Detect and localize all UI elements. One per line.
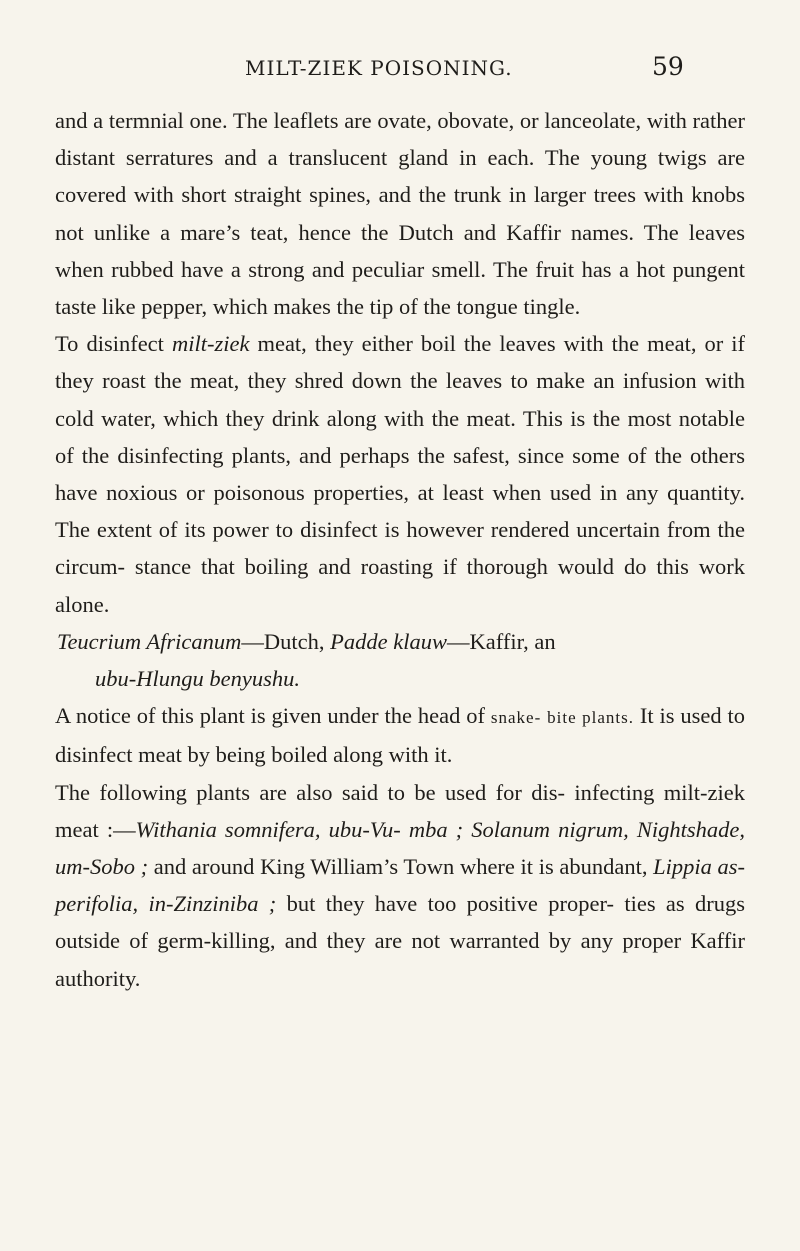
text-line: when used in any quantity. The extent of its power to	[55, 480, 745, 543]
text-fragment: infecting milt-ziek meat :—	[55, 779, 746, 842]
text-fragment: meat, they either boil the leaves with	[249, 331, 604, 357]
running-head-title: MILT-ZIEK POISONING.	[245, 56, 513, 80]
text-fragment: King William’s Town where it is abundant,	[260, 854, 654, 880]
text-fragment: —Dutch,	[241, 628, 331, 654]
text-line: stance that boiling and roasting if thorough would do this	[134, 554, 689, 580]
text-fragment: To disinfect	[55, 331, 172, 357]
paragraph-continuation	[55, 102, 745, 325]
paragraph-disinfect	[55, 325, 745, 623]
smallcaps-reference: snake-	[490, 708, 542, 728]
text-line: lanceolate, with rather distant serratures and a translucent	[55, 108, 746, 171]
italic-term: Lippia as-	[653, 854, 746, 880]
text-line: warranted by any proper Kaffir authority.	[55, 928, 745, 991]
text-line: names. The leaves when rubbed have a strong and	[55, 219, 745, 282]
text-line: not unlike a mare’s teat, hence the Dutch and Kaffir	[55, 219, 561, 245]
text-line: the disinfecting plants, and perhaps the safest, since some	[81, 442, 620, 468]
smallcaps-reference: bite plants.	[547, 708, 634, 728]
italic-term: Nightshade, um-Sobo ;	[55, 816, 745, 880]
text-line: drink along with the meat. This is the most notable of	[55, 405, 746, 468]
italic-term: mba ; Solanum nigrum,	[408, 816, 629, 842]
text-fragment: and around	[148, 854, 255, 880]
running-head	[0, 52, 800, 86]
text-fragment: A notice of this plant is given under the head of	[55, 703, 491, 729]
page-number: 59	[652, 52, 684, 81]
italic-term: Withania somnifera, ubu-Vu-	[135, 816, 401, 842]
text-fragment: —Kaffir, an	[447, 628, 556, 654]
text-line: straight spines, and the trunk in larger trees with knobs	[234, 182, 746, 208]
text-line: leaves to make an infusion with cold water, which they	[55, 368, 746, 431]
text-line: ties as drugs outside of germ-killing, and they are not	[55, 891, 745, 954]
text-line: gland in each. The young twigs are covered with short	[55, 145, 746, 208]
body-text	[55, 102, 745, 997]
italic-term: milt-ziek	[171, 331, 250, 357]
plant-heading	[55, 623, 745, 697]
paragraph-other-plants	[55, 774, 745, 997]
text-line: disinfect is however rendered uncertain from the circum-	[55, 517, 746, 580]
plant-dutch-name: Padde klauw	[330, 628, 447, 654]
italic-term: perifolia, in-Zinziniba ;	[55, 891, 277, 917]
text-line: along with it.	[333, 742, 453, 768]
plant-kaffir-name: ubu-Hlungu benyushu.	[95, 666, 300, 692]
text-fragment: but they have too positive proper-	[276, 891, 614, 917]
plant-latin-name: Teucrium Africanum	[57, 628, 242, 654]
text-line: peculiar smell. The fruit has a hot pungent taste like	[55, 256, 745, 320]
text-line: The following plants are also said to be used for dis-	[55, 779, 566, 805]
text-fragment: It is used to disinfect meat by being boiled	[55, 703, 746, 768]
text-line: of the others have noxious or poisonous properties, at least	[55, 442, 746, 506]
paragraph-notice	[55, 697, 745, 773]
text-line: the meat, or if they roast the meat, they shred down the	[55, 331, 746, 394]
text-line: pepper, which makes the tip of the tongue tingle.	[141, 294, 581, 320]
text-line: work alone.	[55, 554, 746, 617]
text-fragment	[629, 817, 637, 842]
text-line: and a termnial one. The leaflets are ovate, obovate, or	[55, 108, 539, 133]
